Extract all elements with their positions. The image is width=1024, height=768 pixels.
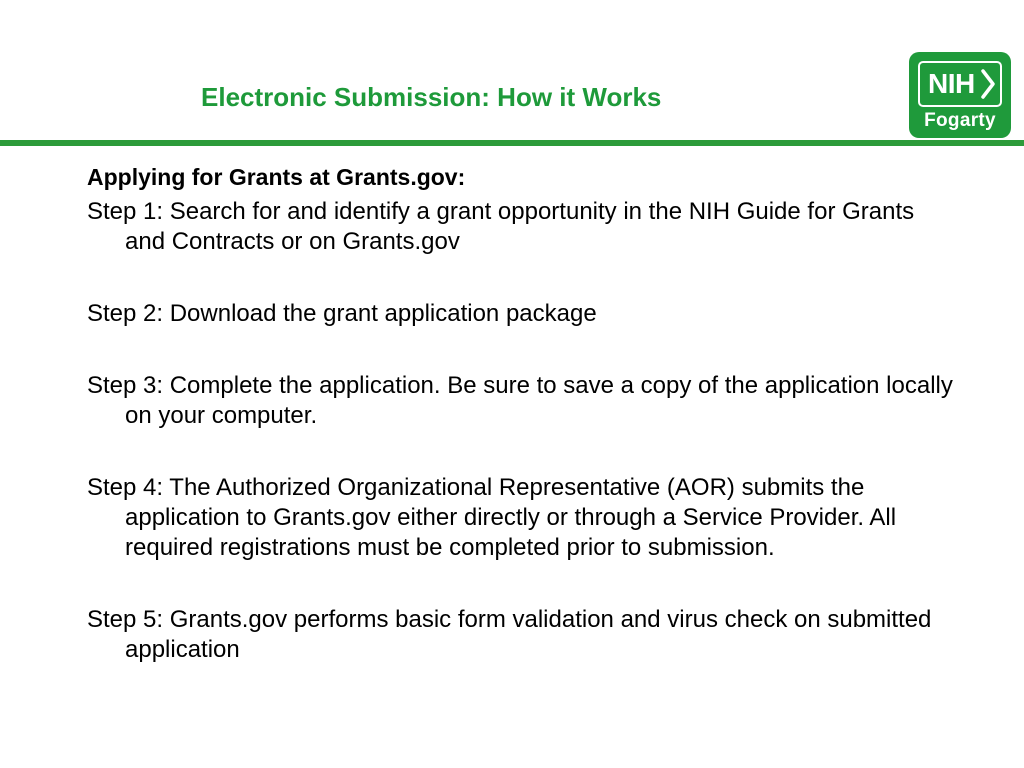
nih-fogarty-logo	[909, 52, 1011, 138]
slide-title: Electronic Submission: How it Works	[201, 82, 662, 112]
logo-nih-box	[918, 61, 1002, 107]
title-divider	[0, 140, 1024, 146]
logo-nih-text: NIH	[928, 68, 975, 99]
step-item: Step 5: Grants.gov performs basic form validation and virus check on submitted application	[87, 606, 932, 663]
section-heading: Applying for Grants at Grants.gov:	[87, 164, 466, 190]
step-item: Step 4: The Authorized Organizational Representative (AOR) submits the application to Grants.gov either directly or through a Service Provider. All required registrations must be completed prior to submission.	[87, 474, 897, 561]
step-item: Step 2: Download the grant application package	[87, 300, 597, 327]
logo-fogarty-text: Fogarty	[924, 110, 996, 131]
step-item: Step 3: Complete the application. Be sure to save a copy of the application locally on your computer.	[87, 372, 953, 429]
slide-body	[87, 163, 957, 665]
step-item: Step 1: Search for and identify a grant opportunity in the NIH Guide for Grants and Contracts or on Grants.gov	[87, 198, 915, 255]
chevron-right-icon	[980, 69, 996, 99]
